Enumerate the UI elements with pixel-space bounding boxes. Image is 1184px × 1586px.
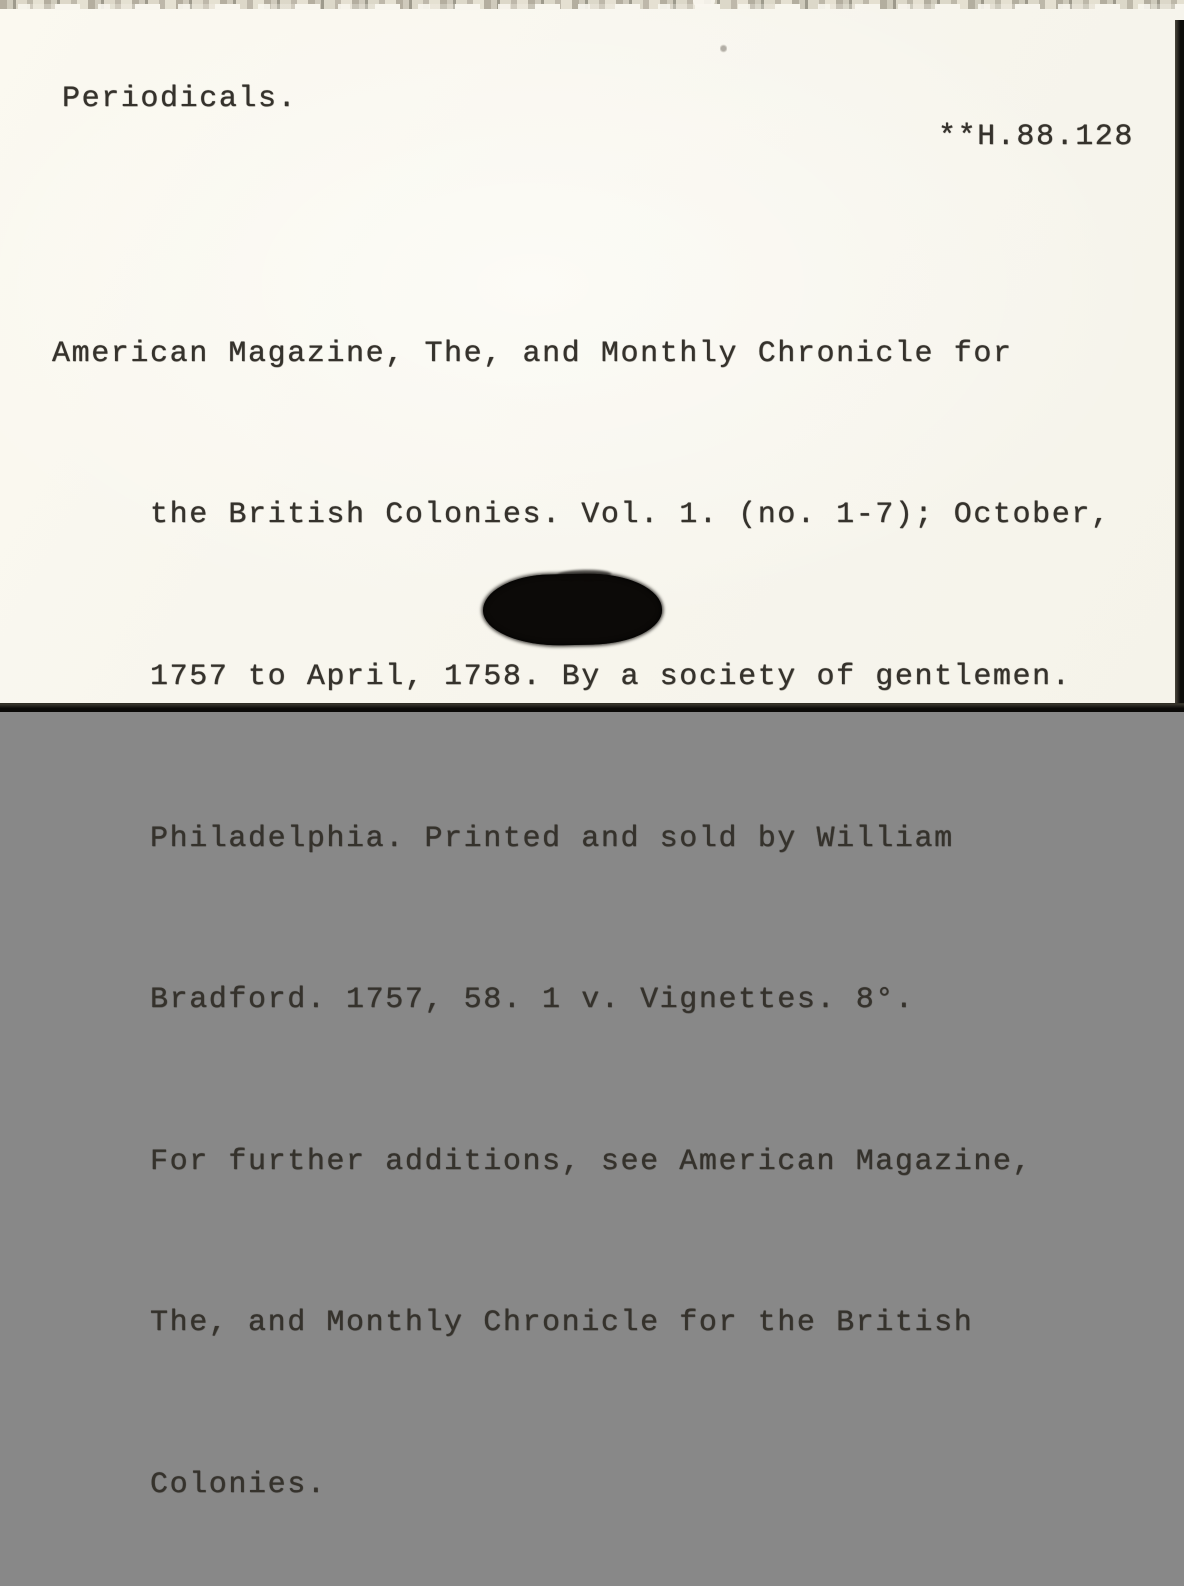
entry-line: Philadelphia. Printed and sold by William bbox=[150, 821, 954, 856]
entry-line: For further additions, see American Magazine, bbox=[150, 1144, 1033, 1179]
scan-edge-top-notch bbox=[693, 0, 715, 7]
entry-line: the British Colonies. Vol. 1. (no. 1-7); October, bbox=[150, 498, 1111, 533]
entry-line: Colonies. bbox=[150, 1468, 327, 1502]
catalog-entry bbox=[52, 172, 1111, 1586]
entry-line: 1757 to April, 1758. By a society of gentlemen. bbox=[150, 659, 1072, 694]
paper-speck bbox=[720, 44, 727, 53]
redaction-mark bbox=[482, 572, 662, 647]
scan-edge-right bbox=[1175, 20, 1184, 712]
call-number: **H.88.128 bbox=[937, 120, 1134, 154]
card-heading: Periodicals. bbox=[62, 82, 298, 116]
entry-line: Bradford. 1757, 58. 1 v. Vignettes. 8°. bbox=[150, 983, 915, 1018]
entry-line: The, and Monthly Chronicle for the British bbox=[150, 1306, 974, 1341]
entry-line: American Magazine, The, and Monthly Chronicle for bbox=[52, 336, 1013, 371]
scan-edge-top bbox=[0, 0, 1184, 9]
